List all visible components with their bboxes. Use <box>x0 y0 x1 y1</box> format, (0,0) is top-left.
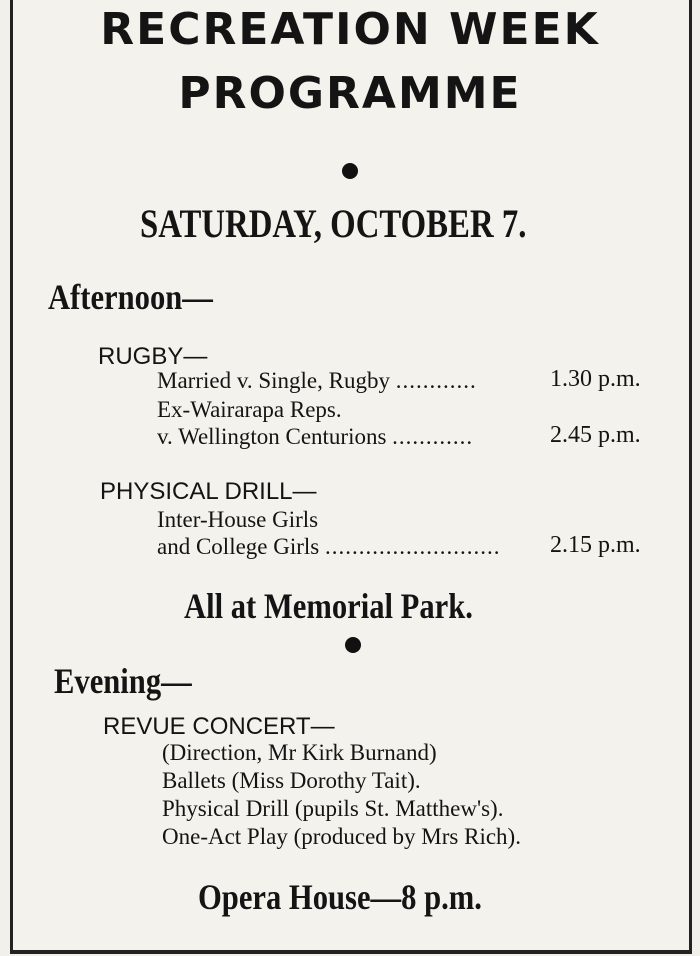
drill-heading: PHYSICAL DRILL— <box>100 478 317 505</box>
evening-heading: Evening— <box>54 661 192 701</box>
drill-item-time: 2.15 p.m. <box>550 532 641 558</box>
rugby-item-1-time: 1.30 p.m. <box>550 366 641 392</box>
afternoon-heading: Afternoon— <box>48 277 213 317</box>
concert-heading: REVUE CONCERT— <box>103 713 335 740</box>
rugby-item-2 <box>157 424 473 450</box>
bullet-divider-1 <box>342 163 358 179</box>
drill-item-leader: .......................... <box>325 534 501 559</box>
rugby-item-2-text: v. Wellington Centurions <box>157 424 387 449</box>
drill-line-1: Inter-House Girls <box>157 507 319 532</box>
drill-item-text: and College Girls <box>157 534 320 559</box>
afternoon-venue: All at Memorial Park. <box>184 586 473 626</box>
evening-venue: Opera House—8 p.m. <box>198 877 482 917</box>
bullet-divider-2 <box>345 637 361 653</box>
title-line-2: PROGRAMME <box>178 68 522 119</box>
concert-line: One-Act Play (produced by Mrs Rich). <box>162 824 521 849</box>
concert-line: Ballets (Miss Dorothy Tait). <box>162 768 421 793</box>
rugby-item-2-leader: ............ <box>392 424 474 449</box>
rugby-heading: RUGBY— <box>98 343 208 370</box>
concert-line: (Direction, Mr Kirk Burnand) <box>162 740 437 765</box>
rugby-item-1-leader: ............ <box>395 368 477 393</box>
rugby-item-2-line-1: Ex-Wairarapa Reps. <box>157 397 342 422</box>
title-line-1: RECREATION WEEK <box>100 4 600 55</box>
rugby-item-1-text: Married v. Single, Rugby <box>157 368 390 393</box>
drill-item <box>157 534 501 560</box>
rugby-item-2-time: 2.45 p.m. <box>550 422 641 448</box>
rugby-item-1 <box>157 368 477 394</box>
concert-line: Physical Drill (pupils St. Matthew's). <box>162 796 504 821</box>
date-heading: SATURDAY, OCTOBER 7. <box>140 201 527 246</box>
